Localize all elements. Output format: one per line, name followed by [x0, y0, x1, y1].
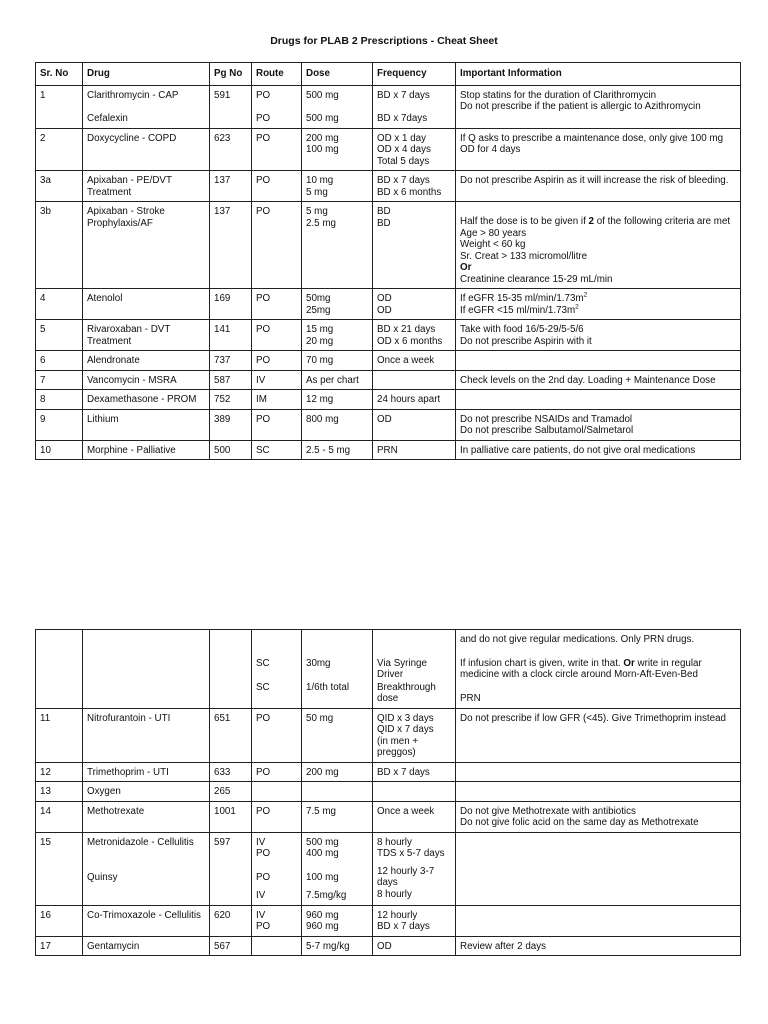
info-text: Do not prescribe Aspirin with it	[460, 335, 592, 347]
sr-cell: 16	[36, 905, 83, 936]
info-text: Do not prescribe Salbutamol/Salmetarol	[460, 425, 634, 436]
frequency-cell: BD x 7 days	[373, 762, 456, 782]
dose-value: 7.5mg/kg	[306, 890, 347, 901]
dose-cell	[302, 202, 373, 289]
route-value: IV	[256, 909, 266, 921]
frequency-value: TDS x 5-7 days	[377, 848, 445, 859]
prescriptions-table-part-1	[35, 62, 741, 460]
dose-value: 30mg	[306, 657, 331, 669]
sr-cell: 4	[36, 289, 83, 320]
frequency-value: 8 hourly	[377, 836, 412, 848]
route-value: PO	[256, 921, 271, 932]
info-text: Stop statins for the duration of Clarithromycin	[460, 89, 657, 101]
drug-cell	[83, 85, 210, 128]
route-cell: PO	[252, 320, 302, 351]
info-text: PRN	[460, 692, 481, 704]
pg-cell: 633	[210, 762, 252, 782]
frequency-value: OD	[377, 304, 392, 316]
info-text: Do not give Methotrexate with antibiotics	[460, 805, 636, 817]
header-dose: Dose	[302, 63, 373, 86]
sr-cell: 3a	[36, 171, 83, 202]
pg-cell: 265	[210, 782, 252, 802]
frequency-cell: OD	[373, 936, 456, 956]
sr-cell: 11	[36, 708, 83, 762]
info-cell	[456, 801, 741, 832]
frequency-cell: PRN	[373, 440, 456, 460]
dose-value: 960 mg	[306, 921, 339, 932]
frequency-value: OD x 4 days	[377, 144, 431, 155]
drug-cell: Atenolol	[83, 289, 210, 320]
header-important-info: Important Information	[456, 63, 741, 86]
sr-cell: 10	[36, 440, 83, 460]
drug-cell: Trimethoprim - UTI	[83, 762, 210, 782]
info-cell: Check levels on the 2nd day. Loading + Maintenance Dose	[456, 370, 741, 390]
table-row	[36, 351, 741, 371]
info-text: write in regular medicine with a clock circle around Morn-Aft-Even-Bed	[460, 657, 702, 680]
dose-cell: 7.5 mg	[302, 801, 373, 832]
frequency-cell	[373, 320, 456, 351]
dose-value: 5 mg	[306, 186, 328, 198]
dose-value: 500 mg	[306, 836, 339, 848]
route-cell: PO	[252, 409, 302, 440]
info-text: Do not prescribe NSAIDs and Tramadol	[460, 413, 633, 425]
drug-cell: Rivaroxaban - DVT Treatment	[83, 320, 210, 351]
pg-cell: 651	[210, 708, 252, 762]
route-value: PO	[256, 89, 271, 101]
info-cell: If Q asks to prescribe a maintenance dose, only give 100 mg OD for 4 days	[456, 128, 741, 171]
table-row	[36, 320, 741, 351]
info-text: If infusion chart is given, write in that.	[460, 657, 624, 669]
info-text: of the following criteria are met	[593, 216, 731, 227]
sr-cell: 9	[36, 409, 83, 440]
drug-cell: Lithium	[83, 409, 210, 440]
route-cell: PO	[252, 708, 302, 762]
table-row	[36, 370, 741, 390]
dose-cell	[302, 782, 373, 802]
frequency-cell	[373, 85, 456, 128]
drug-name: Metronidazole - Cellulitis	[87, 836, 194, 848]
pg-cell: 1001	[210, 801, 252, 832]
frequency-value: BD x 7 days	[377, 175, 430, 186]
info-text: Take with food 16/5-29/5-5/6	[460, 324, 584, 335]
route-cell: IV	[252, 370, 302, 390]
drug-cell: Gentamycin	[83, 936, 210, 956]
table-row	[36, 782, 741, 802]
frequency-cell	[373, 128, 456, 171]
route-cell: IM	[252, 390, 302, 410]
dose-cell: 5-7 mg/kg	[302, 936, 373, 956]
frequency-cell	[373, 905, 456, 936]
route-cell: PO	[252, 801, 302, 832]
frequency-cell: Once a week	[373, 801, 456, 832]
drug-cell: Dexamethasone - PROM	[83, 390, 210, 410]
dose-value: 200 mg	[306, 132, 339, 144]
drug-cell: Vancomycin - MSRA	[83, 370, 210, 390]
info-cell	[456, 351, 741, 371]
info-text: Do not prescribe if the patient is allergic to Azithromycin	[460, 101, 701, 112]
info-cell	[456, 630, 741, 709]
route-value: IV	[256, 836, 266, 848]
sr-cell: 14	[36, 801, 83, 832]
frequency-cell	[373, 708, 456, 762]
table-row	[36, 832, 741, 905]
info-cell: Review after 2 days	[456, 936, 741, 956]
dose-value: 100 mg	[306, 871, 339, 883]
header-sr-no: Sr. No	[36, 63, 83, 86]
dose-cell	[302, 171, 373, 202]
route-value: PO	[256, 113, 271, 124]
frequency-cell: OD	[373, 409, 456, 440]
dose-cell	[302, 128, 373, 171]
table-row	[36, 85, 741, 128]
drug-name: Clarithromycin - CAP	[87, 89, 179, 101]
drug-cell: Apixaban - Stroke Prophylaxis/AF	[83, 202, 210, 289]
dose-value: 1/6th total	[306, 682, 350, 693]
route-cell: PO	[252, 128, 302, 171]
frequency-cell	[373, 832, 456, 905]
info-emphasis: Or	[623, 657, 635, 669]
sr-cell: 1	[36, 85, 83, 128]
drug-cell: Apixaban - PE/DVT Treatment	[83, 171, 210, 202]
dose-value: 500 mg	[306, 89, 339, 101]
info-cell	[456, 390, 741, 410]
superscript: 2	[575, 303, 579, 311]
frequency-value: (in men +	[377, 735, 419, 747]
route-value: SC	[256, 657, 270, 669]
frequency-cell	[373, 202, 456, 289]
route-value: PO	[256, 848, 271, 859]
drug-name: Quinsy	[87, 872, 118, 883]
route-cell	[252, 85, 302, 128]
dose-value: 400 mg	[306, 848, 339, 859]
sr-cell: 5	[36, 320, 83, 351]
pg-cell	[210, 630, 252, 709]
info-cell: In palliative care patients, do not give oral medications	[456, 440, 741, 460]
info-cell: Do not prescribe Aspirin as it will increase the risk of bleeding.	[456, 171, 741, 202]
route-cell: PO	[252, 171, 302, 202]
table-header-row	[36, 63, 741, 86]
route-value: IV	[256, 890, 266, 901]
dose-cell	[302, 905, 373, 936]
drug-cell: Morphine - Palliative	[83, 440, 210, 460]
dose-value: 2.5 mg	[306, 217, 336, 229]
info-text: Age > 80 years	[460, 227, 527, 239]
frequency-cell	[373, 630, 456, 709]
frequency-cell	[373, 289, 456, 320]
frequency-value: BD x 21 days	[377, 324, 436, 335]
pg-cell: 567	[210, 936, 252, 956]
route-cell: PO	[252, 762, 302, 782]
frequency-value: BD	[377, 206, 391, 217]
pg-cell: 137	[210, 202, 252, 289]
info-cell	[456, 289, 741, 320]
superscript: 2	[583, 291, 588, 299]
info-cell	[456, 782, 741, 802]
table-row	[36, 289, 741, 320]
info-cell	[456, 409, 741, 440]
dose-value: 960 mg	[306, 909, 339, 921]
route-cell	[252, 630, 302, 709]
dose-value: 500 mg	[306, 113, 339, 124]
frequency-value: Breakthrough dose	[377, 681, 436, 704]
pg-cell: 141	[210, 320, 252, 351]
route-cell	[252, 936, 302, 956]
info-text: If eGFR 15-35 ml/min/1.73m	[460, 293, 584, 304]
table-row	[36, 171, 741, 202]
dose-cell	[302, 630, 373, 709]
sr-cell: 15	[36, 832, 83, 905]
info-emphasis: Or	[460, 262, 472, 273]
dose-value: 20 mg	[306, 335, 334, 347]
drug-cell: Co-Trimoxazole - Cellulitis	[83, 905, 210, 936]
info-cell	[456, 905, 741, 936]
sr-cell: 8	[36, 390, 83, 410]
info-text: and do not give regular medications. Only PRN drugs.	[460, 634, 695, 645]
sr-cell: 13	[36, 782, 83, 802]
frequency-value: 12 hourly	[377, 909, 418, 921]
drug-cell	[83, 832, 210, 905]
dose-value: 50mg	[306, 293, 331, 304]
dose-cell: 200 mg	[302, 762, 373, 782]
table-row	[36, 440, 741, 460]
frequency-cell: 24 hours apart	[373, 390, 456, 410]
route-cell	[252, 782, 302, 802]
drug-cell: Alendronate	[83, 351, 210, 371]
dose-value: 100 mg	[306, 144, 339, 155]
frequency-value: QID x 3 days	[377, 712, 434, 724]
sr-cell: 6	[36, 351, 83, 371]
dose-cell: As per chart	[302, 370, 373, 390]
drug-cell: Doxycycline - COPD	[83, 128, 210, 171]
pg-cell: 500	[210, 440, 252, 460]
pg-cell: 587	[210, 370, 252, 390]
drug-name: Cefalexin	[87, 113, 128, 124]
dose-value: 10 mg	[306, 175, 334, 186]
sr-cell: 17	[36, 936, 83, 956]
header-drug: Drug	[83, 63, 210, 86]
info-text: Do not give folic acid on the same day as Methotrexate	[460, 817, 699, 828]
pg-cell: 389	[210, 409, 252, 440]
dose-value: 5 mg	[306, 206, 328, 217]
frequency-cell	[373, 782, 456, 802]
frequency-value: Total 5 days	[377, 155, 430, 167]
route-cell	[252, 832, 302, 905]
info-cell	[456, 85, 741, 128]
dose-cell: 70 mg	[302, 351, 373, 371]
info-text: Creatinine clearance 15-29 mL/min	[460, 273, 613, 285]
table-row	[36, 762, 741, 782]
table-row	[36, 390, 741, 410]
frequency-cell	[373, 370, 456, 390]
sr-cell	[36, 630, 83, 709]
dose-value: 15 mg	[306, 324, 334, 335]
prescriptions-table-part-2	[35, 629, 741, 956]
frequency-value: BD x 7 days	[377, 921, 430, 932]
frequency-value: OD	[377, 293, 392, 304]
info-text: Half the dose is to be given if	[460, 216, 589, 227]
frequency-value: OD x 1 day	[377, 132, 427, 144]
info-cell	[456, 320, 741, 351]
frequency-value: OD x 6 months	[377, 335, 443, 347]
drug-cell: Methotrexate	[83, 801, 210, 832]
drug-cell: Oxygen	[83, 782, 210, 802]
dose-cell: 12 mg	[302, 390, 373, 410]
sr-cell: 3b	[36, 202, 83, 289]
drug-cell	[83, 630, 210, 709]
table-row	[36, 905, 741, 936]
route-cell: SC	[252, 440, 302, 460]
frequency-value: 8 hourly	[377, 888, 412, 900]
pg-cell: 597	[210, 832, 252, 905]
info-text: If eGFR <15 ml/min/1.73m	[460, 304, 576, 316]
sr-cell: 2	[36, 128, 83, 171]
drug-cell: Nitrofurantoin - UTI	[83, 708, 210, 762]
pg-cell: 623	[210, 128, 252, 171]
frequency-value: QID x 7 days	[377, 724, 434, 735]
route-cell: PO	[252, 351, 302, 371]
dose-cell: 50 mg	[302, 708, 373, 762]
route-cell	[252, 905, 302, 936]
dose-cell	[302, 320, 373, 351]
pg-cell: 620	[210, 905, 252, 936]
dose-value: 25mg	[306, 304, 331, 316]
pg-cell: 752	[210, 390, 252, 410]
route-cell: PO	[252, 202, 302, 289]
table-row-continued	[36, 630, 741, 709]
dose-cell: 2.5 - 5 mg	[302, 440, 373, 460]
frequency-cell	[373, 171, 456, 202]
info-text: Sr. Creat > 133 micromol/litre	[460, 250, 588, 262]
pg-cell: 137	[210, 171, 252, 202]
table-row	[36, 801, 741, 832]
dose-cell	[302, 289, 373, 320]
dose-cell: 800 mg	[302, 409, 373, 440]
frequency-value: Via Syringe Driver	[377, 657, 427, 680]
frequency-value: BD	[377, 217, 391, 229]
info-cell: Do not prescribe if low GFR (<45). Give Trimethoprim instead	[456, 708, 741, 762]
frequency-value: BD x 7 days	[377, 89, 430, 101]
header-route: Route	[252, 63, 302, 86]
info-cell	[456, 832, 741, 905]
frequency-value: 12 hourly 3-7 days	[377, 865, 435, 888]
table-row	[36, 202, 741, 289]
pg-cell: 169	[210, 289, 252, 320]
table-row	[36, 409, 741, 440]
sr-cell: 7	[36, 370, 83, 390]
table-row	[36, 708, 741, 762]
frequency-cell: Once a week	[373, 351, 456, 371]
frequency-value: BD x 7days	[377, 113, 428, 124]
dose-cell	[302, 832, 373, 905]
page-title: Drugs for PLAB 2 Prescriptions - Cheat Sheet	[270, 35, 498, 47]
table-row	[36, 936, 741, 956]
header-pg-no: Pg No	[210, 63, 252, 86]
dose-cell	[302, 85, 373, 128]
pg-cell: 591	[210, 85, 252, 128]
info-emphasis: 2	[588, 216, 594, 227]
frequency-value: BD x 6 months	[377, 186, 442, 198]
info-cell	[456, 762, 741, 782]
info-text: Weight < 60 kg	[460, 239, 526, 250]
table-row	[36, 128, 741, 171]
route-cell: PO	[252, 289, 302, 320]
info-cell	[456, 202, 741, 289]
sr-cell: 12	[36, 762, 83, 782]
header-frequency: Frequency	[373, 63, 456, 86]
frequency-value: preggos)	[377, 747, 416, 758]
route-value: PO	[256, 871, 271, 883]
pg-cell: 737	[210, 351, 252, 371]
route-value: SC	[256, 682, 270, 693]
